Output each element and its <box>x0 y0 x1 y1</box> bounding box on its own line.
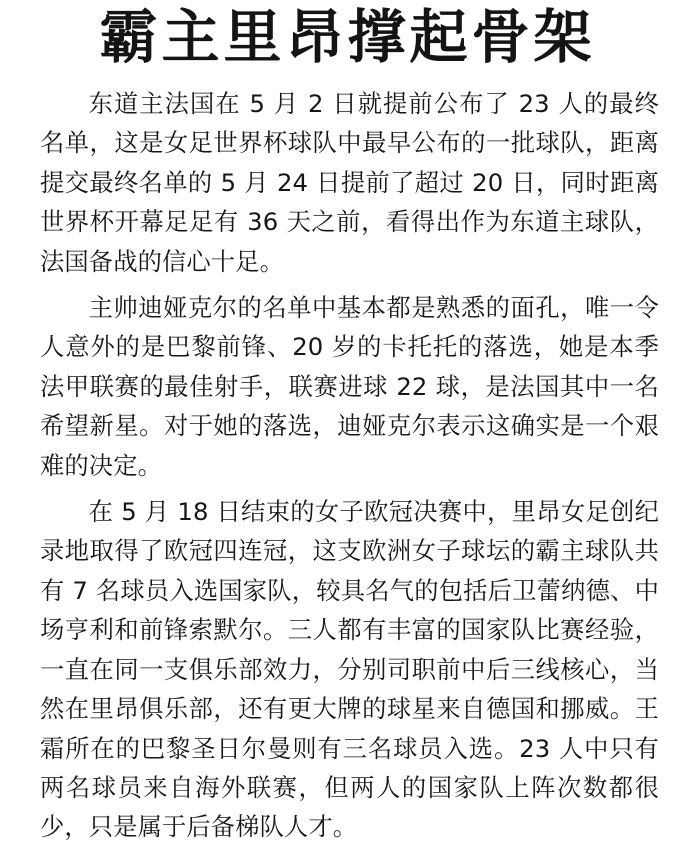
article-body <box>40 84 659 847</box>
headline: 霸主里昂撑起骨架 <box>99 3 596 71</box>
paragraph-1: 东道主法国在 5 月 2 日就提前公布了 23 人的最终名单，这是女足世界杯球队中最早公布的一批球队，距离提交最终名单的 5 月 24 日提前了超过 20 日，同时距离世界杯开幕足足有 36 天之前，看得出作为东道主球队，法国备战的信心十足。 <box>40 89 659 276</box>
paragraph-2: 主帅迪娅克尔的名单中基本都是熟悉的面孔，唯一令人意外的是巴黎前锋、20 岁的卡托托的落选，她是本季法甲联赛的最佳射手，联赛进球 22 球，是法国其中一名希望新星。对于她的落选，迪娅克尔表示这确实是一个艰难的决定。 <box>40 293 659 480</box>
paragraph-3: 在 5 月 18 日结束的女子欧冠决赛中，里昂女足创纪录地取得了欧冠四连冠，这支欧洲女子球坛的霸主球队共有 7 名球员入选国家队，较具名气的包括后卫蕾纳德、中场亨利和前锋索默尔。三人都有丰富的国家队比赛经验，一直在同一支俱乐部效力，分别司职前中后三线核心，当然在里昂俱乐部，还有更大牌的球星来自德国和挪威。王霜所在的巴黎圣日尔曼则有三名球员入选。23 人中只有两名球员来自海外联赛，但两人的国家队上阵次数都很少，只是属于后备梯队人才。 <box>40 497 659 842</box>
